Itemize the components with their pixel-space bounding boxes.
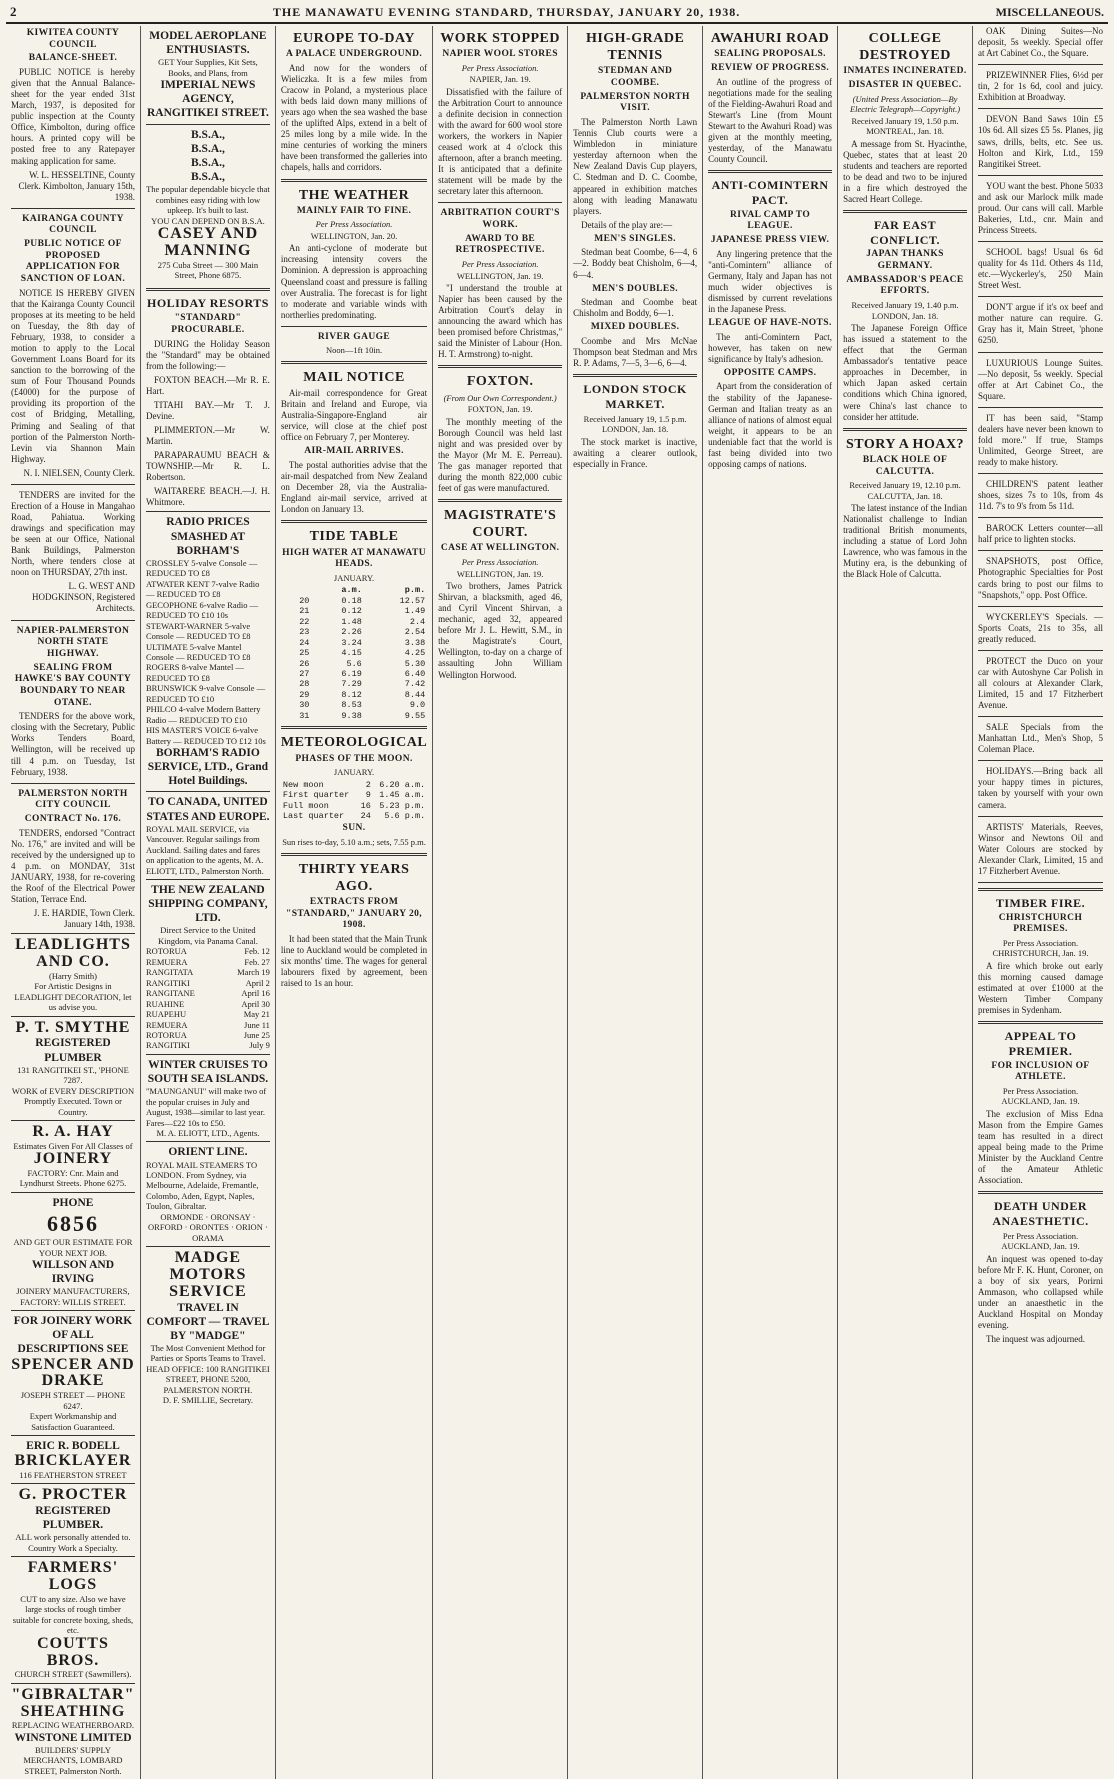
section-label: MISCELLANEOUS.	[995, 4, 1104, 19]
article-subheading: SEALING PROPOSALS.	[714, 49, 826, 60]
tide-row: 26 5.6 5.30	[299, 658, 426, 669]
article-subheading: JAPAN THANKS GERMANY.	[866, 249, 944, 272]
page-number: 2	[10, 4, 18, 19]
ad-text: ROYAL MAIL SERVICE, via Vancouver. Regular sailings from Auckland. Sailing dates and fares on application to the agents, M. A. ELIOTT, LTD., Palmerston North.	[145, 823, 264, 876]
column-5	[568, 26, 703, 1779]
tender-body: TENDERS are invited for the Erection of a House in Mangahao Road, Pahiatua. Working drawings and specification may be seen at our Office, National Bank Buildings, Palmerston North, where tenders close at noon on THURSDAY, 27th inst.	[11, 489, 135, 578]
article-heading: EUROPE TO-DAY	[293, 31, 415, 46]
article-body: The postal authorities advise that the air-mail despatched from New Zealand on December 28, via the Australia-England air-mail service, arrived at London on January 13.	[280, 460, 428, 515]
classified-ad: ARTISTS' Materials, Reeves, Winsor and Newtons Oil and Water Colours are stocked by Alexander Clark, Limited, 15 and 17 Fitzherbert Avenue.	[978, 821, 1103, 876]
ad-text: The Most Convenient Method for Parties or Sports Teams to Travel.	[150, 1342, 266, 1364]
article-heading: METEOROLOGICAL	[280, 735, 428, 751]
notice-sign: W. L. HESSELTINE, County Clerk. Kimbolton, January 15th, 1938.	[18, 169, 135, 202]
tide-row: 24 3.24 3.38	[299, 637, 426, 648]
ad-text: B.S.A.,	[191, 128, 225, 141]
results-body: Stedman beat Coombe, 6—4, 6—2. Boddy beat Chisholm, 6—4, 6—4.	[573, 247, 698, 280]
column-4	[433, 26, 568, 1779]
ad-title: IMPERIAL NEWS AGENCY, RANGITIKEI STREET.	[147, 79, 269, 120]
tide-row: 31 9.38 9.55	[299, 710, 426, 721]
article-body: A fire which broke out early this morning caused damage estimated at over £1000 at the Western Timber Company premises in Sydenham.	[978, 960, 1103, 1016]
ad-text: PHONE	[52, 1196, 94, 1209]
notice-sign: N. I. NIELSEN, County Clerk.	[23, 467, 135, 478]
classified-ad: PRIZEWINNER Flies, 6½d per tin, 2 for 1s 6d, cool and juicy. Exhibition at Broadway.	[978, 70, 1103, 103]
article-subheading: INMATES INCINERATED.	[843, 66, 967, 77]
list-item: RANGITIKI April 2	[145, 977, 270, 988]
subheading: CONTRACT No. 176.	[24, 813, 122, 824]
credit: Per Press Association.	[461, 557, 539, 568]
dateline: Per Press Association. CHRISTCHURCH, Jan. 19.	[992, 937, 1089, 959]
ad-winter-cruises	[146, 1054, 270, 1142]
ad-farmers-logs	[11, 1556, 135, 1682]
moon-phase-row: Full moon 16 5.23 p.m.	[282, 800, 426, 811]
column-8	[973, 26, 1108, 1779]
ad-text: HEAD OFFICE: 100 RANGITIKEI STREET, PHONE 5200, PALMERSTON NORTH.	[146, 1363, 270, 1395]
ad-title: WILLSON AND IRVING	[31, 1259, 115, 1286]
dateline: Received January 19, 1.40 p.m. LONDON, Jan. 18.	[851, 300, 959, 321]
article-heading: MAGISTRATE'S COURT.	[443, 508, 557, 541]
column-6	[703, 26, 838, 1779]
ad-text: "MAUNGANUI" will make two of the popular cruises in July and August, 1938—similar to last year. Fares—£22 10s to £50.	[145, 1086, 267, 1128]
tide-row: 30 8.53 9.0	[299, 700, 426, 711]
ad-title: MODEL AEROPLANE ENTHUSIASTS.	[149, 30, 267, 57]
list-item: REMUERA Feb. 27	[145, 956, 270, 967]
dateline: Received January 19, 12.10 p.m. CALCUTTA, Jan. 18.	[849, 480, 961, 501]
article-subheading: BLACK HOLE OF CALCUTTA.	[862, 454, 948, 477]
article-body: An anti-cyclone of moderate but increasing intensity covers the Dominion. A depression is approaching Queensland coast and pressure is falling over Australia. The forecast is for light to moderate and variable winds with northerlies predominating.	[280, 243, 428, 320]
list-item: STEWART-WARNER 5-valve Console — REDUCED TO £8	[145, 620, 251, 642]
ad-title: R. A. HAY	[32, 1122, 114, 1140]
classified-ad: OAK Dining Suites—No deposit, 5s weekly. Special offer at Art Cabinet Co., the Square.	[978, 26, 1103, 59]
article-subheading: MAINLY FAIR TO FINE.	[296, 205, 412, 216]
article-body: Dissatisfied with the failure of the Arbitration Court to announce a definite decision in connection with the award for 600 wool store workers, the workers in Napier ceased work at 4 o'clock this afternoon, after a branch meeting. It is anticipated that a definite statement will be made by the secretary later this afternoon.	[438, 86, 563, 197]
ad-text: YOU CAN DEPEND ON B.S.A.	[151, 215, 265, 226]
notice-body: NOTICE IS HEREBY GIVEN that the Kairanga County Council proposes at its meeting to be held on Tuesday, the 8th day of February, 1938, to consider a motion to apply to the Local Government Loans Board for its sanction to the borrowing of the sum of Four Thousand Pounds (£4000) for the purpose of providing its proportion of the cost of Bridging, Metalling, Priming and Sealing of that portion of the Palmerston North-Levin via Shannon Main Highway.	[11, 287, 135, 464]
article-subheading: JAPANESE PRESS VIEW.	[710, 234, 830, 245]
article-heading: ANTI-COMINTERN PACT.	[711, 178, 829, 207]
ad-text: REPLACING WEATHERBOARD.	[11, 1720, 135, 1731]
subheading: BALANCE-SHEET.	[28, 53, 118, 64]
tender-sign: J. E. HARDIE, Town Clerk. January 14th, 1938.	[33, 908, 135, 930]
article-subheading: LEAGUE OF HAVE-NOTS.	[708, 317, 832, 328]
list-item: HIS MASTER'S VOICE 6-valve Battery — REDUCED TO £12 10s	[145, 725, 266, 746]
list-item: GECOPHONE 6-valve Radio — REDUCED TO £10 10s	[145, 599, 259, 621]
classified-ads	[978, 26, 1103, 883]
results-body: Coombe and Mrs McNae Thompson beat Stedman and Mrs R. P. Adams, 7—5, 3—6, 6—4.	[573, 336, 698, 369]
list-item: REMUERA June 11	[145, 1019, 270, 1030]
classified-ad: WYCKERLEY'S Specials. — Sports Coats, 21s to 35s, all greatly reduced.	[978, 611, 1103, 644]
article-heading: COLLEGE DESTROYED	[859, 31, 951, 64]
ad-text: TRAVEL IN COMFORT — TRAVEL BY "MADGE"	[146, 1301, 270, 1342]
column-1	[6, 26, 141, 1779]
article-body: A message from St. Hyacinthe, Quebec, states that at least 20 students and teachers are reported to be dead and two to be injured in a fire which destroyed the Sacred Heart College.	[843, 138, 968, 204]
article-subheading: AIR-MAIL ARRIVES.	[304, 446, 404, 457]
ad-orient-line	[146, 1141, 270, 1246]
moon-phase-row: First quarter 9 1.45 a.m.	[282, 790, 426, 801]
ad-text: FACTORY: Cnr. Main and Lyndhurst Streets. Phone 6275.	[19, 1168, 127, 1189]
article-body: An outline of the progress of negotiations made for the sealing of the Fielding-Awahuri Road and Stewart's Line (from Mount Stewart to the Awahuri Road) was given at the monthly meeting, yesterday, of the Manawatu County Council.	[708, 76, 833, 164]
sun-times: Sun rises to-day, 5.10 a.m.; sets, 7.55 p.m.	[282, 837, 426, 848]
tender-sign: L. G. WEST AND HODGKINSON, Registered Architects.	[31, 581, 135, 614]
results-heading: MEN'S SINGLES.	[594, 233, 676, 244]
list-item: ROGERS 8-valve Mantel — REDUCED TO £8	[145, 662, 244, 683]
ad-text: JOINERY MANUFACTURERS, FACTORY: WILLIS STREET.	[16, 1286, 130, 1307]
subheading: PUBLIC NOTICE OF PROPOSED APPLICATION FOR SANCTION OF LOAN.	[20, 239, 126, 285]
article-heading: RIVER GAUGE	[317, 331, 391, 342]
list-item: ROTORUA June 25	[145, 1029, 270, 1040]
article-heading: DEATH UNDER ANAESTHETIC.	[992, 1199, 1089, 1229]
article-heading: AWAHURI ROAD	[710, 31, 830, 46]
dateline: WELLINGTON, Jan. 20.	[310, 230, 398, 241]
article-body: Air-mail correspondence for Great Britain and Ireland and Europe, via Australia-Singapore-England air service, will close at the chief post office on February 7, per Monterey.	[280, 388, 428, 443]
article-subheading: PALMERSTON NORTH VISIT.	[580, 91, 690, 114]
article-body: And now for the wonders of Wieliczka. It is a few miles from Cracow in Poland, a mysterious place with beds laid down many millions of years ago when the sea washed the base of the uplifted Alps, extend in a belt of 25 miles long by a mile wide. In the mine centuries of working the miners have been transformed the galleries into chapels, halls and corridors.	[280, 62, 428, 173]
ad-spencer	[11, 1310, 135, 1435]
ad-bodell	[11, 1435, 135, 1483]
ad-text: M. A. ELIOTT, LTD., Agents.	[156, 1127, 260, 1138]
heading: PALMERSTON NORTH CITY COUNCIL	[18, 788, 128, 811]
ad-text: REGISTERED PLUMBER	[35, 1037, 111, 1064]
ad-text: ALL work personally attended to. Country Work a Specialty.	[15, 1532, 131, 1553]
heading: KIWITEA COUNTY COUNCIL	[26, 28, 120, 50]
tide-row: 27 6.19 6.40	[299, 669, 426, 680]
moon-phase-row: New moon 2 6.20 a.m.	[282, 779, 426, 790]
tide-row: 21 0.12 1.49	[299, 606, 426, 617]
ad-leadlights	[11, 933, 135, 1015]
ad-nz-shipping	[146, 879, 270, 1054]
ad-title: TO CANADA, UNITED STATES AND EUROPE.	[146, 796, 270, 823]
ad-title: ERIC R. BODELL	[26, 1440, 120, 1453]
ad-title: SHEATHING	[20, 1702, 126, 1720]
ad-text: Estimates Given For All Classes of	[13, 1140, 133, 1151]
tide-table	[281, 585, 427, 721]
article-subheading: A PALACE UNDERGROUND.	[285, 49, 423, 60]
article-body: The exclusion of Miss Edna Mason from the Empire Games team has resulted in a direct appeal being made to the Prime Minister by the Auckland Centre of the Amateur Athletic Association.	[978, 1108, 1103, 1186]
article-subheading: CASE AT WELLINGTON.	[440, 543, 560, 554]
classified-ad: PROTECT the Duco on your car with Autoshyne Car Polish in all colours at Alexander Clark, Limited, 15 and 17 Fitzherbert Avenue.	[978, 655, 1103, 711]
tide-row: 22 1.48 2.4	[299, 616, 426, 627]
ad-willson	[11, 1192, 135, 1310]
article-subheading: FOR INCLUSION OF ATHLETE.	[991, 1060, 1090, 1083]
list-item: PHILCO 4-valve Modern Battery Radio — REDUCED TO £10	[145, 704, 261, 725]
tide-row: 23 2.26 2.54	[299, 627, 426, 638]
dateline: Per Press Association. AUCKLAND, Jan. 19.	[1001, 1230, 1080, 1252]
ad-title: LEADLIGHTS AND CO.	[15, 936, 131, 970]
dateline: NAPIER, Jan. 19.	[469, 74, 531, 85]
tide-row: 28 7.29 7.42	[299, 679, 426, 690]
article-heading: THIRTY YEARS AGO.	[298, 861, 410, 894]
table-header: p.m.	[404, 585, 426, 596]
river-gauge-reading: Noon—1ft 10in.	[325, 345, 383, 356]
moon-table	[281, 780, 427, 822]
classified-ad: YOU want the best. Phone 5033 and ask our Marlock milk made proud. Our cans will call. Marble Bakeries, Ltd., cnr. Main and Princess Streets.	[978, 180, 1103, 235]
article-subheading: REVIEW OF PROGRESS.	[710, 62, 830, 73]
classified-ad: LUXURIOUS Lounge Suites.—No deposit, 5s weekly. Special offer at Art Cabinet Co., the Square.	[978, 357, 1103, 401]
ad-title: COUTTS BROS.	[37, 1634, 109, 1669]
classified-ad: HOLIDAYS.—Bring back all your happy times in pictures, taken by yourself with your own camera.	[978, 766, 1103, 810]
list-item: RUAPEHU May 21	[145, 1009, 270, 1020]
article-subheading: OPPOSITE CAMPS.	[723, 367, 817, 378]
table-caption: JANUARY.	[333, 572, 375, 583]
ad-text: 275 Cuba Street — 300 Main Street, Phone 6875.	[157, 259, 259, 281]
column-3	[276, 26, 433, 1779]
ad-text: JOINERY	[33, 1150, 113, 1168]
dateline: Received January 19, 1.50 p.m. MONTREAL, Jan. 18.	[851, 115, 959, 137]
ad-text: AND GET OUR ESTIMATE FOR YOUR NEXT JOB.	[13, 1237, 133, 1258]
ad-text: CHURCH STREET (Sawmillers).	[14, 1669, 132, 1680]
heading: NAPIER-PALMERSTON NORTH STATE HIGHWAY.	[16, 625, 130, 659]
moon-phase-row: Last quarter 24 5.6 p.m.	[282, 811, 426, 821]
credit: Per Press Association.	[315, 219, 393, 230]
list-item: BRUNSWICK 9-valve Console — REDUCED TO £10	[145, 683, 266, 704]
ad-title: WINTER CRUISES TO SOUTH SEA ISLANDS.	[147, 1058, 269, 1085]
tender-body: TENDERS, endorsed "Contract No. 176," are invited and will be received by the undersigned up to 4 p.m. on MONDAY, 31st JANUARY, 1938, for re-covering the Roof of the Electrical Power Station, Terrace End.	[11, 827, 135, 905]
article-subheading: CHRISTCHURCH PREMISES.	[998, 912, 1083, 935]
tide-row: 20 0.18 12.57	[299, 595, 426, 606]
ad-model-aeroplane	[146, 26, 270, 124]
article-heading: ARBITRATION COURT'S WORK.	[440, 208, 560, 231]
dateline: Received January 19, 1.5 p.m. LONDON, Jan. 18.	[583, 413, 687, 435]
ad-text: FOR JOINERY WORK OF ALL DESCRIPTIONS SEE	[13, 1315, 133, 1356]
classified-ad: SCHOOL bags! Usual 6s 6d quality for 4s 11d. Others 4s 11d, etc.—Wyckerley's, 250 Main Street West.	[978, 247, 1103, 291]
ad-title: RADIO PRICES SMASHED AT BORHAM'S	[166, 516, 250, 557]
classified-ad: DON'T argue if it's ox beef and mother nature can require. G. Gray has it, Main Street, 'phone 6250.	[978, 302, 1103, 346]
results-body: Stedman and Coombe beat Chisholm and Boddy, 6—1.	[573, 297, 698, 319]
classified-ad: IT has been said, "Stamp dealers have never been known to fold more." If true, Stamps Unlimited, George Street, are ready to make history.	[978, 412, 1103, 467]
credit: (United Press Association—By Electric Telegraph—Copyright.)	[849, 93, 961, 115]
article-body: The Palmerston North Lawn Tennis Club courts were a Wimbledon in miniature yesterday afternoon when the New Zealand Davis Cup players, C. Stedman and D. C. Coombe, appeared in exhibition matches along with leading Manawatu players.	[573, 117, 698, 216]
ad-text: WORK of EVERY DESCRIPTION Promptly Executed. Town or Country.	[11, 1085, 135, 1117]
credit: Per Press Association.	[461, 62, 539, 73]
article-subheading: AMBASSADOR'S PEACE EFFORTS.	[846, 274, 964, 297]
subheading: SEALING FROM HAWKE'S BAY COUNTY BOUNDARY TO NEAR OTANE.	[14, 662, 132, 708]
tide-row: 29 8.12 8.44	[299, 689, 426, 700]
columns	[6, 26, 1108, 1776]
newspaper-title: THE MANAWATU EVENING STANDARD, THURSDAY, JANUARY 20, 1938.	[272, 4, 741, 19]
results-heading: MEN'S DOUBLES.	[592, 283, 679, 294]
article-heading: THE WEATHER	[298, 187, 410, 203]
ad-text: B.S.A.,	[191, 156, 225, 169]
article-subheading: RIVAL CAMP TO LEAGUE.	[729, 209, 811, 232]
classified-ad: DEVON Band Saws 10in £5 10s 6d. All sizes £5 5s. Planes, jig saws, drills, belts, etc. See us. Holton and Kirk, Ltd., 159 Rangitikei Street.	[978, 114, 1103, 169]
article-body: The inquest was adjourned.	[986, 1334, 1086, 1345]
list-item: ULTIMATE 5-valve Mantel Console — REDUCED TO £8	[145, 641, 251, 662]
ad-text: BUILDERS' SUPPLY MERCHANTS, LOMBARD STREET, Palmerston North.	[23, 1745, 123, 1776]
column-2	[141, 26, 276, 1779]
list-item: WAITARERE BEACH.—J. H. Whitmore.	[145, 486, 270, 508]
ad-smythe	[11, 1016, 135, 1120]
article-heading: WORK STOPPED	[440, 31, 560, 46]
dateline: Per Press Association. AUCKLAND, Jan. 19.	[1001, 1086, 1080, 1107]
ad-text: ROYAL MAIL STEAMERS TO LONDON. From Sydney, via Melbourne, Adelaide, Fremantle, Colombo, Aden, Egypt, Naples, Toulon, Gibraltar.	[145, 1159, 259, 1212]
list-item: PLIMMERTON.—Mr W. Martin.	[145, 425, 270, 447]
masthead	[6, 4, 1108, 24]
dateline: WELLINGTON, Jan. 19.	[456, 270, 544, 281]
heading: KAIRANGA COUNTY COUNCIL	[22, 213, 124, 236]
article-body: The stock market is inactive, awaiting a clearer outlook, especially in France.	[573, 436, 698, 469]
ad-text: REGISTERED PLUMBER.	[35, 1505, 111, 1532]
article-heading: STORY A HOAX?	[846, 436, 965, 452]
ad-title: "GIBRALTAR"	[11, 1685, 135, 1703]
notice-body: PUBLIC NOTICE is hereby given that the Annual Balance-sheet for the year ended 31st March, 1937, is deposited for public inspection at the County Office, Kimbolton, during office hours. A printed copy will be posted free to any Ratepayer making application for same.	[11, 67, 135, 166]
ad-text: BRICKLAYER	[14, 1452, 132, 1470]
phone-number: 6856	[46, 1211, 99, 1237]
ad-text: (Harry Smith)	[49, 970, 97, 981]
ad-bsa	[146, 124, 270, 284]
article-body: An inquest was opened to-day before Mr F. K. Hunt, Coroner, on a boy of six years, Porirni Ammason, who collapsed while under an anaesthetic in the Auckland Hospital on Monday evening.	[978, 1253, 1103, 1331]
article-body: The latest instance of the Indian Nationalist challenge to Indian traditional British monuments, including a statue of Lord John Lawrence, who was famous in the Mutiny era, is the debunking of the Black Hole of Calcutta.	[843, 503, 968, 580]
ad-title: THE NEW ZEALAND SHIPPING COMPANY, LTD.	[148, 884, 268, 925]
list-item: RANGITATA March 19	[145, 967, 270, 978]
article-body: The anti-Comintern Pact, however, has taken on new significance by Italy's adhesion.	[708, 331, 833, 364]
article-heading: LONDON STOCK MARKET.	[583, 382, 687, 412]
list-item: FOXTON BEACH.—Mr R. E. Hart.	[145, 374, 270, 396]
classified-ad: CHILDREN'S patent leather shoes, sizes 7s to 10s, from 4s 11d. 7's to 9's from 5s 11d.	[978, 479, 1103, 512]
list-item: PARAPARAUMU BEACH & TOWNSHIP.—Mr R. L. Robertson.	[145, 450, 270, 483]
table-header	[281, 585, 311, 595]
ad-hay	[11, 1120, 135, 1192]
article-body: It had been stated that the Main Trunk line to Auckland would be completed in six months' time. The wages for general labourers fixed by agreement, been raised to 1s an hour.	[280, 934, 428, 989]
article-body: The monthly meeting of the Borough Council was held last night and was presided over by the Mayor (Mr M. E. Perreau). The gas manager reported that during the month 822,000 cubic feet of gas were manufactured.	[438, 416, 563, 493]
list-item: CROSSLEY 5-valve Console — REDUCED TO £8	[145, 557, 258, 579]
article-heading: TIMBER FIRE.	[995, 895, 1086, 910]
article-body: Any lingering pretence that the "anti-Comintern" alliance of Germany, Italy and Japan has not much wider objectives is dismissed by current revelations in the Japanese Press.	[708, 248, 833, 314]
article-heading: TIDE TABLE	[309, 529, 399, 545]
ad-text: JOSEPH STREET — PHONE 6247.	[20, 1390, 126, 1411]
ad-borham-radio	[146, 511, 270, 791]
ad-text: The popular dependable bicycle that combines easy riding with low upkeep. It's built to last.	[146, 184, 270, 216]
article-subheading: SUN.	[342, 823, 366, 834]
article-subheading: DISASTER IN QUEBEC.	[848, 80, 962, 91]
article-body: The Japanese Foreign Office has issued a statement to the effect that the German Ambassador's tentative peace approaches in December, in which Japan asked certain conditions which China ignored, were China's last chance to consider her attitude.	[843, 323, 968, 422]
table-header: a.m.	[341, 585, 362, 596]
ad-text: 131 RANGITIKEI ST., 'PHONE 7287.	[17, 1064, 129, 1086]
list-item: RANGITIKI July 9	[145, 1040, 270, 1051]
article-subheading: NAPIER WOOL STORES	[442, 49, 558, 60]
ad-title: G. PROCTER	[18, 1486, 128, 1504]
ad-title: P. T. SMYTHE	[15, 1018, 131, 1036]
ad-text: Expert Workmanship and Satisfaction Guaranteed.	[29, 1411, 117, 1432]
ad-title: FARMERS' LOGS	[27, 1559, 119, 1594]
article-subheading: STEDMAN AND COOMBE.	[597, 66, 673, 89]
ad-title: CASEY AND MANNING	[157, 224, 259, 259]
article-body: Details of the play are:—	[581, 219, 673, 230]
list-item: RUAHINE April 30	[145, 998, 270, 1009]
article-subheading: PHASES OF THE MOON.	[295, 753, 413, 764]
ad-title: ORIENT LINE.	[168, 1146, 248, 1159]
article-heading: HIGH-GRADE TENNIS	[585, 31, 685, 64]
tide-row: 25 4.15 4.25	[299, 648, 426, 659]
article-subheading: EXTRACTS FROM "STANDARD," JANUARY 20, 1908.	[286, 897, 423, 931]
ad-title: MADGE MOTORS SERVICE	[169, 1249, 247, 1300]
article-heading: FAR EAST CONFLICT.	[870, 217, 941, 247]
ad-procter	[11, 1483, 135, 1556]
list-item: RANGITANE April 16	[145, 988, 270, 999]
list-item: ATWATER KENT 7-valve Radio — REDUCED TO £8	[145, 578, 260, 600]
ad-text: Direct Service to the United Kingdom, via Panama Canal.	[158, 925, 258, 946]
ad-canada	[146, 791, 270, 879]
classified-ad: SNAPSHOTS, post Office, Photographic Specialties for Post cards bring to post our films to "Snapshots," opp. Post Office.	[978, 556, 1103, 600]
classified-ad: BAROCK Letters counter—all half price to lighten stocks.	[978, 523, 1103, 545]
list-item: TITAHI BAY.—Mr T. J. Devine.	[145, 399, 270, 421]
ad-madge-motors	[146, 1246, 270, 1409]
ad-text: CUT to any size. Also we have large stocks of rough timber suitable for concrete boxing, sheds, etc.	[12, 1593, 134, 1636]
article-heading: APPEAL TO PREMIER.	[1004, 1029, 1077, 1058]
credit: Per Press Association.	[461, 259, 539, 270]
article-body: "I understand the trouble at Napier has been caused by the Arbitration Court's delay in announcing the award which has been promised before Christmas," said the Minister of Labour (Hon. H. T. Armstrong) to-night.	[438, 283, 563, 360]
article-body: Apart from the consideration of the stability of the Japanese-German and Italian treaty as an alliance of nations of almost equal weight, it appears to be an undeniable fact that the world is fast being divided into two opposing camps of nations.	[708, 381, 833, 469]
article-subheading: HIGH WATER AT MANAWATU HEADS.	[282, 547, 426, 570]
ad-title: WINSTONE LIMITED	[14, 1731, 132, 1744]
ad-text: B.S.A.,	[191, 171, 225, 184]
article-heading: HOLIDAY RESORTS	[146, 296, 269, 311]
article-body: Two brothers, James Patrick Shirvan, a blacksmith, aged 46, and Cyril Vincent Shirvan, a mechanic, aged 32, appeared before Mr J. L. Hewitt, S.M., in the Magistrate's Court, Wellington, to-day on a charge of assaulting John William Wellington Horwood.	[438, 581, 563, 680]
table-caption: JANUARY.	[333, 767, 375, 778]
dateline: WELLINGTON, Jan. 19.	[456, 568, 544, 579]
ad-gibraltar	[11, 1683, 135, 1779]
classified-ad: SALE Specials from the Manhattan Ltd., Men's Shop, 5 Coleman Place.	[978, 722, 1103, 755]
article-heading: MAIL NOTICE	[303, 369, 405, 385]
ad-text: BORHAM'S RADIO SERVICE, LTD., Grand Hotel Buildings.	[147, 747, 269, 788]
dateline: FOXTON, Jan. 19.	[467, 404, 533, 415]
credit: (From Our Own Correspondent.)	[443, 392, 557, 403]
ad-title: SPENCER AND DRAKE	[11, 1355, 135, 1390]
results-heading: MIXED DOUBLES.	[590, 322, 680, 333]
tender-body: TENDERS for the above work, closing with the Secretary, Public Works Tenders Board, Wellington, will be received up till 4 p.m. on Tuesday, 1st February, 1938.	[11, 711, 135, 777]
ship-names: ORMONDE · ORONSAY · ORFORD · ORONTES · ORION · ORAMA	[148, 1211, 268, 1243]
ad-text: GET Your Supplies, Kit Sets, Books, and Plans, from	[158, 57, 258, 78]
ad-text: B.S.A.,	[191, 142, 225, 155]
sailing-list	[146, 946, 270, 1051]
article-heading: FOXTON.	[466, 374, 534, 390]
article-body: DURING the Holiday Season the "Standard" may be obtained from the following:—	[145, 338, 270, 371]
article-subheading: AWARD TO BE RETROSPECTIVE.	[455, 233, 545, 256]
ad-text: For Artistic Designs in LEADLIGHT DECORATION, let us advise you.	[14, 981, 132, 1013]
ad-text: 116 FEATHERSTON STREET	[19, 1469, 127, 1480]
list-item: ROTORUA Feb. 12	[145, 946, 270, 957]
article-subheading: "STANDARD" PROCURABLE.	[171, 313, 245, 335]
ad-text: D. F. SMILLIE, Secretary.	[162, 1395, 253, 1406]
column-7	[838, 26, 973, 1779]
